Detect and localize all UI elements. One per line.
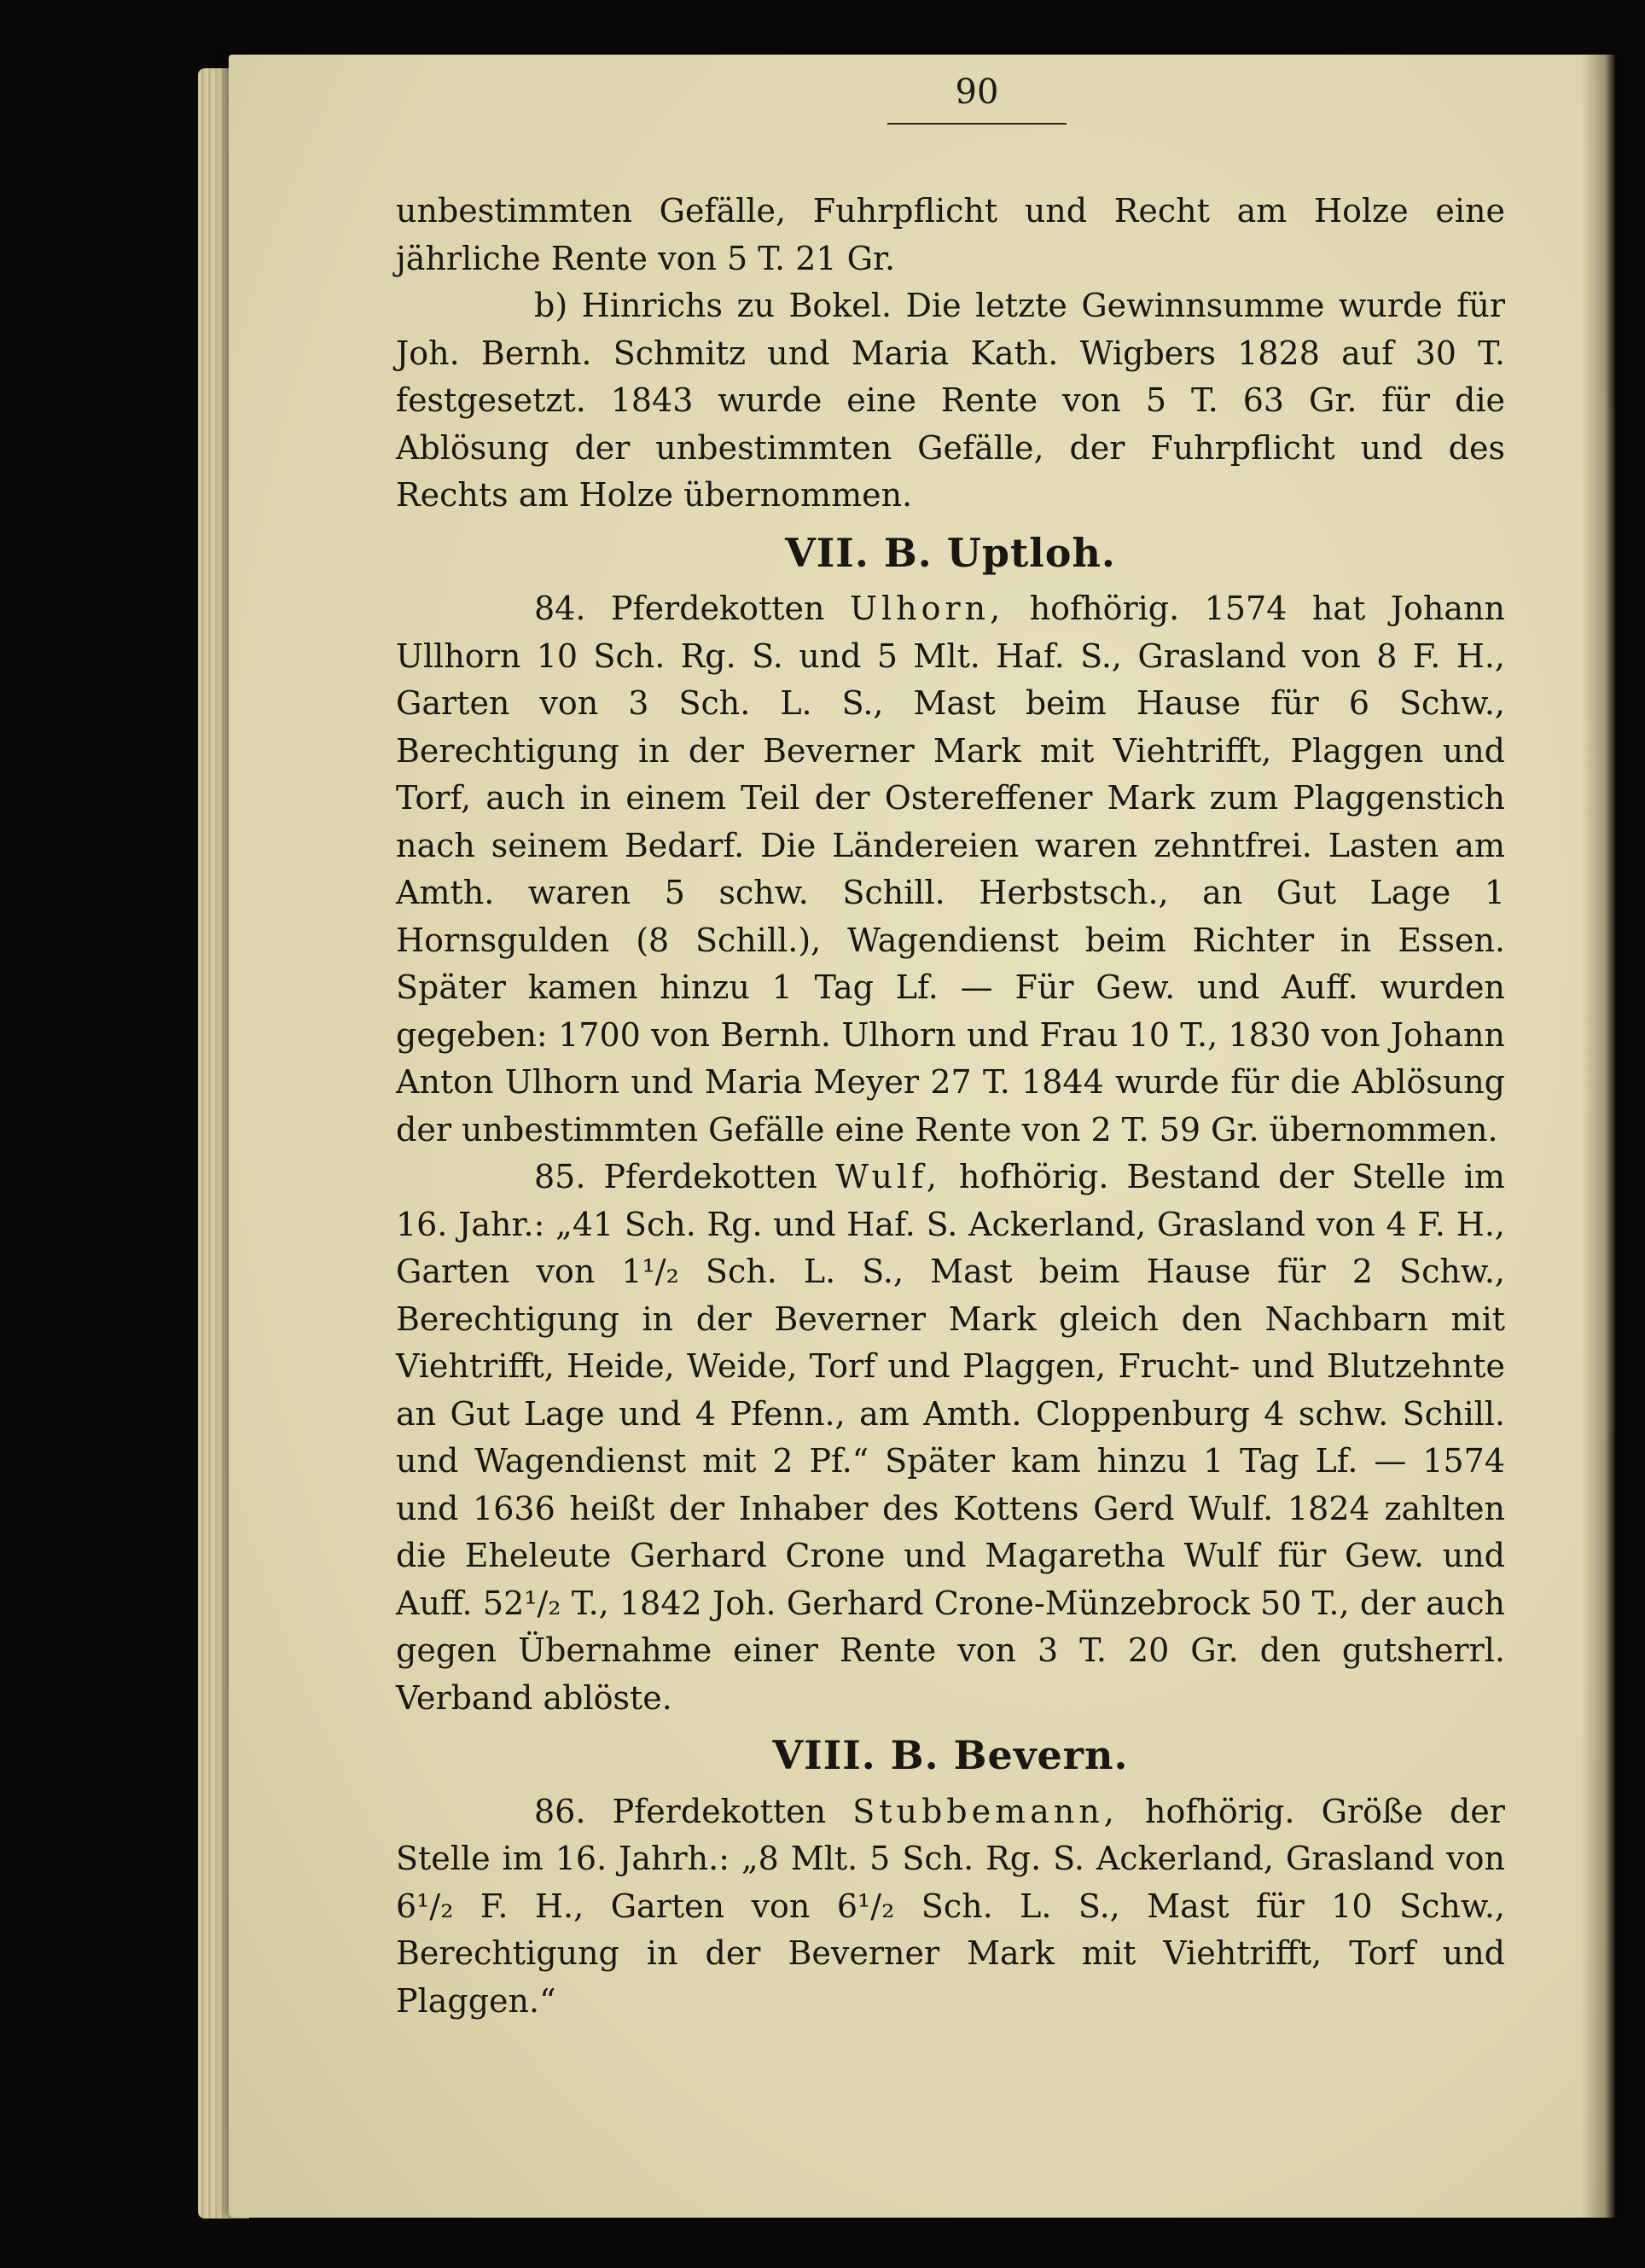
paragraph-continuation: unbestimmten Gefälle, Fuhrpflicht und Recht am Holze eine jährliche Rente von 5 T. 21 Gr. (396, 192, 1505, 277)
entry-number: 85. (534, 1158, 586, 1195)
entry-85 (396, 1154, 1505, 1722)
entry-text: hofhörig. Bestand der Stelle im 16. Jahr.: „41 Sch. Rg. und Haf. S. Ackerland, Grasland von 4 F. H., Garten von 1¹/₂ Sch. L. S., Mast beim Hause für 2 Schw., Berechtigung in der Beverner Mark gleich den Nachbarn mit Viehtrifft, Heide, Weide, Torf und Plaggen, Frucht- und Blutzehnte an Gut Lage und 4 Pfenn., am Amth. Cloppenburg 4 schw. Schill. und Wagendienst mit 2 Pf.“ Später kam hinzu 1 Tag Lf. — 1574 und 1636 heißt der Inhaber des Kottens Gerd Wulf. 1824 zahlten die Eheleute Gerhard Crone und Magaretha Wulf für Gew. und Auff. 52¹/₂ T., 1842 Joh. Gerhard Crone-Münzebrock 50 T., der auch gegen Übernahme einer Rente von 3 T. 20 Gr. den gutsherrl. Verband ablöste. (396, 1158, 1505, 1717)
page-number: 90 (955, 73, 999, 112)
entry-head: Pferdekotten (612, 1792, 827, 1830)
entry-head: Pferdekotten (603, 1158, 817, 1195)
entry-number: 84. (534, 590, 586, 627)
paragraph-hinrichs: b) Hinrichs zu Bokel. Die letzte Gewinnsumme wurde für Joh. Bernh. Schmitz und Maria Kath. Wigbers 1828 auf 30 T. festgesetzt. 1843 wurde eine Rente von 5 T. 63 Gr. für die Ablösung der unbestimmten Gefälle, der Fuhrpflicht und des Rechts am Holze übernommen. (396, 287, 1505, 514)
section-heading-uptloh: VII. B. Uptloh. (785, 529, 1116, 576)
entry-84 (396, 585, 1505, 1154)
entry-name: Stubbemann, (852, 1792, 1119, 1830)
entry-name: Wulf, (835, 1158, 941, 1195)
page-gutter-shadow (1581, 55, 1615, 2218)
entry-name: Ulhorn, (849, 590, 1005, 627)
entry-number: 86. (534, 1792, 586, 1830)
page-body (396, 188, 1505, 2025)
header-rule (887, 123, 1067, 125)
entry-head: Pferdekotten (610, 590, 825, 627)
section-heading-bevern: VIII. B. Bevern. (772, 1732, 1129, 1778)
entry-86 (396, 1788, 1505, 2026)
entry-text: hofhörig. 1574 hat Johann Ullhorn 10 Sch. Rg. S. und 5 Mlt. Haf. S., Grasland von 8 F. H., Garten von 3 Sch. L. S., Mast beim Hause für 6 Schw., Berechtigung in der Beverner Mark mit Viehtrifft, Plaggen und Torf, auch in einem Teil der Ostereffener Mark zum Plaggenstich nach seinem Bedarf. Die Ländereien waren zehntfrei. Lasten am Amth. waren 5 schw. Schill. Herbstsch., an Gut Lage 1 Hornsgulden (8 Schill.), Wagendienst beim Richter in Essen. Später kamen hinzu 1 Tag Lf. — Für Gew. und Auff. wurden gegeben: 1700 von Bernh. Ulhorn und Frau 10 T., 1830 von Johann Anton Ulhorn und Maria Meyer 27 T. 1844 wurde für die Ablösung der unbestimmten Gefälle eine Rente von 2 T. 59 Gr. übernommen. (396, 590, 1505, 1149)
page-header (887, 68, 1067, 125)
entry-text: hofhörig. Größe der Stelle im 16. Jahrh.: „8 Mlt. 5 Sch. Rg. S. Ackerland, Grasland von 6¹/₂ F. H., Garten von 6¹/₂ Sch. L. S., Mast für 10 Schw., Berechtigung in der Beverner Mark mit Viehtrifft, Torf und Plaggen.“ (396, 1792, 1505, 2020)
